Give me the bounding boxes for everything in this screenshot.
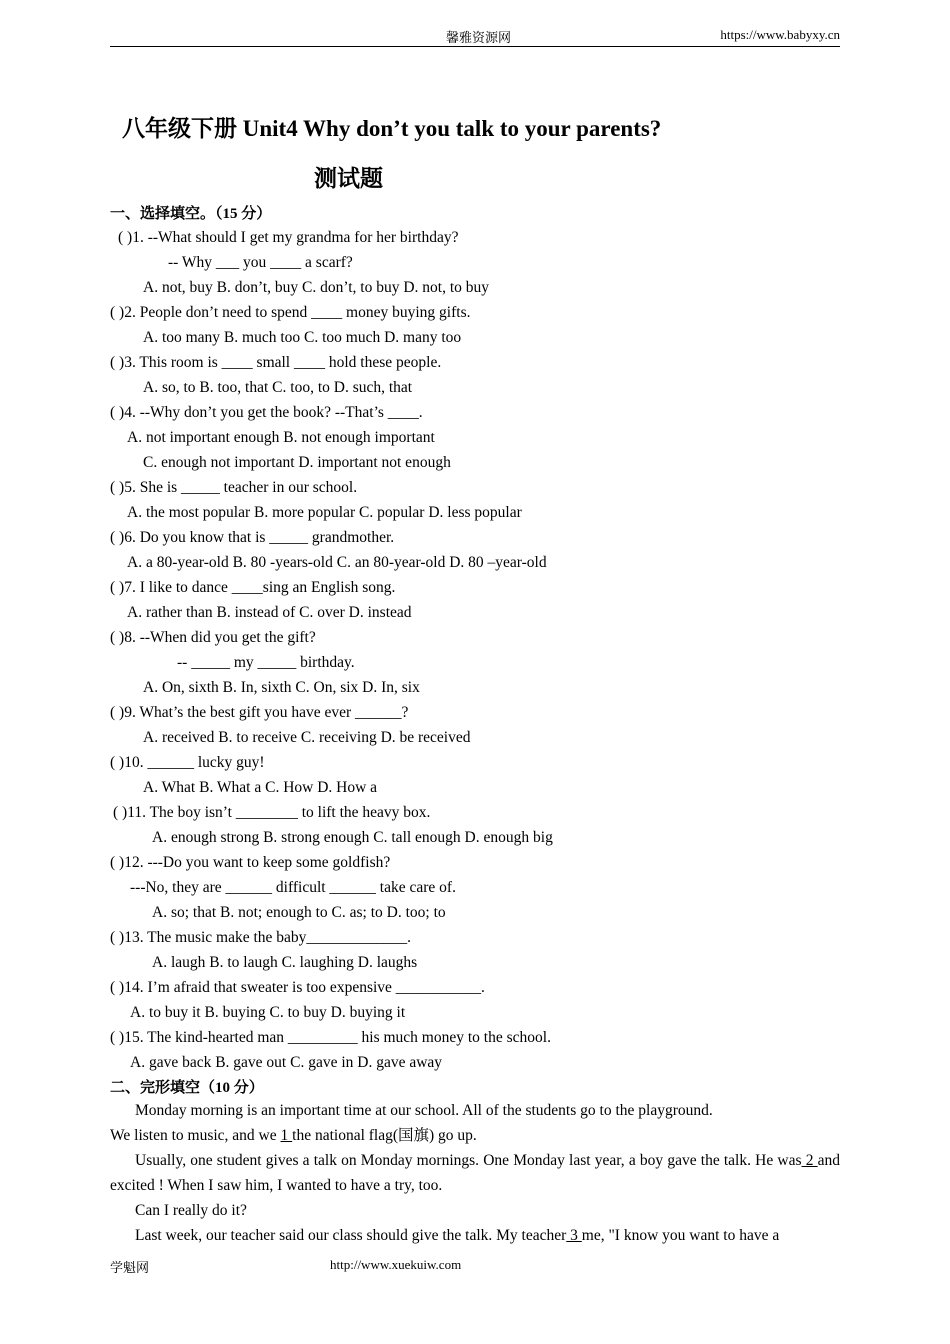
section-1-heading: 一、选择填空。（15 分） — [110, 206, 272, 222]
question-15: ( )15. The kind-hearted man _________ his much money to the school. — [110, 1029, 551, 1046]
question-9-options: A. received B. to receive C. receiving D. be received — [143, 729, 471, 746]
question-14-options: A. to buy it B. buying C. to buy D. buying it — [130, 1004, 406, 1021]
document-subtitle: 测试题 — [314, 166, 383, 191]
question-3: ( )3. This room is ____ small ____ hold these people. — [110, 354, 442, 371]
question-8-response: -- _____ my _____ birthday. — [177, 654, 355, 671]
passage-paragraph-2 — [110, 1148, 840, 1198]
passage-text: the national flag(国旗) go up. — [292, 1127, 477, 1144]
question-13: ( )13. The music make the baby_____________. — [110, 929, 412, 946]
passage-text: We listen to music, and we — [110, 1127, 277, 1144]
footer-site-name: 学魁网 — [110, 1260, 150, 1275]
question-7-options: A. rather than B. instead of C. over D. instead — [127, 604, 412, 621]
passage-text: Last week, our teacher said our class should give the talk. My teacher — [135, 1227, 567, 1244]
question-2: ( )2. People don’t need to spend ____ money buying gifts. — [110, 304, 471, 321]
question-11: ( )11. The boy isn’t ________ to lift the heavy box. — [113, 804, 431, 821]
question-4-options-ab: A. not important enough B. not enough important — [127, 429, 435, 446]
footer-url[interactable]: http://www.xuekuiw.com — [330, 1257, 462, 1272]
section-2-heading: 二、完形填空（10 分） — [110, 1080, 264, 1096]
blank-3: 3 — [566, 1227, 582, 1244]
question-9: ( )9. What’s the best gift you have ever ______? — [110, 704, 409, 721]
question-12-response: ---No, they are ______ difficult ______ take care of. — [130, 879, 456, 896]
blank-2: 2 — [801, 1152, 818, 1169]
blank-1: 1 — [280, 1127, 293, 1144]
question-10: ( )10. ______ lucky guy! — [110, 754, 265, 771]
passage-text: Usually, one student gives a talk on Monday mornings. One Monday last year, a boy gave the talk. He was — [135, 1152, 802, 1169]
question-12-options: A. so; that B. not; enough to C. as; to D. too; to — [152, 904, 446, 921]
page-header — [110, 27, 840, 47]
header-url[interactable]: https://www.babyxy.cn — [720, 27, 840, 42]
passage-paragraph-4 — [110, 1223, 840, 1248]
question-8-options: A. On, sixth B. In, sixth C. On, six D. In, six — [143, 679, 420, 696]
question-1-response: -- Why ___ you ____ a scarf? — [168, 254, 353, 271]
question-1: ( )1. --What should I get my grandma for her birthday? — [118, 229, 459, 246]
question-5-options: A. the most popular B. more popular C. popular D. less popular — [127, 504, 522, 521]
passage-paragraph-1b — [110, 1123, 840, 1148]
question-11-options: A. enough strong B. strong enough C. tall enough D. enough big — [152, 829, 553, 846]
question-6: ( )6. Do you know that is _____ grandmother. — [110, 529, 395, 546]
passage-text: me, "I know you want to have a — [581, 1227, 780, 1244]
question-3-options: A. so, to B. too, that C. too, to D. such, that — [143, 379, 413, 396]
passage-paragraph-3: Can I really do it? — [135, 1202, 247, 1219]
question-8: ( )8. --When did you get the gift? — [110, 629, 316, 646]
question-2-options: A. too many B. much too C. too much D. many too — [143, 329, 462, 346]
question-5: ( )5. She is _____ teacher in our school. — [110, 479, 358, 496]
question-10-options: A. What B. What a C. How D. How a — [143, 779, 378, 796]
document-title: 八年级下册 Unit4 Why don’t you talk to your parents? — [122, 116, 662, 141]
header-site-name: 馨雅资源网 — [446, 30, 512, 45]
question-1-options: A. not, buy B. don’t, buy C. don’t, to buy D. not, to buy — [143, 279, 490, 296]
question-6-options: A. a 80-year-old B. 80 -years-old C. an 80-year-old D. 80 –year-old — [127, 554, 547, 571]
question-7: ( )7. I like to dance ____sing an English song. — [110, 579, 396, 596]
question-13-options: A. laugh B. to laugh C. laughing D. laughs — [152, 954, 418, 971]
question-4-options-cd: C. enough not important D. important not enough — [143, 454, 451, 471]
passage-paragraph-1a: Monday morning is an important time at our school. All of the students go to the playground. — [135, 1102, 713, 1119]
passage-text: and excited ! When I saw him, I wanted to have a try, too. — [110, 1152, 841, 1194]
question-4: ( )4. --Why don’t you get the book? --That’s ____. — [110, 404, 423, 421]
question-14: ( )14. I’m afraid that sweater is too expensive ___________. — [110, 979, 485, 996]
question-12: ( )12. ---Do you want to keep some goldfish? — [110, 854, 391, 871]
question-15-options: A. gave back B. gave out C. gave in D. gave away — [130, 1054, 443, 1071]
